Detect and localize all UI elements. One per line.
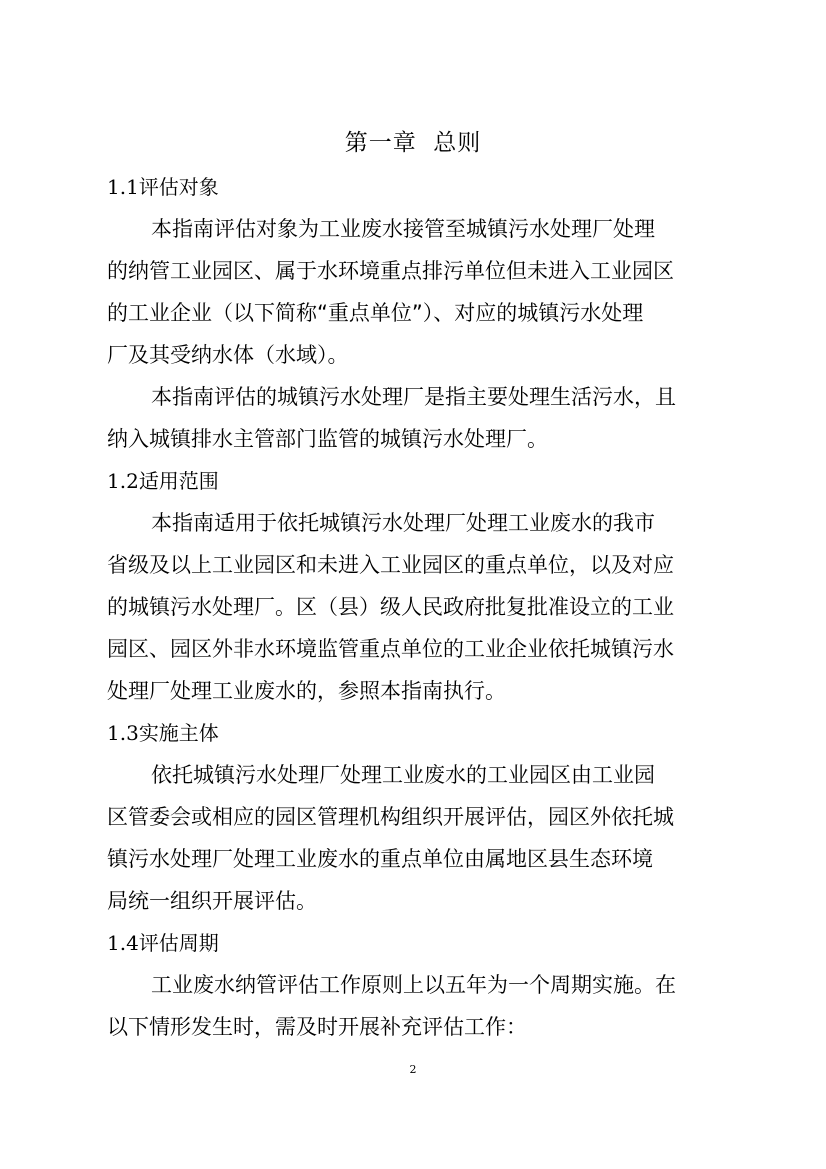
paragraph-line: 处理厂处理工业废水的，参照本指南执行。 [107, 679, 506, 703]
paragraph-line: 以下情形发生时，需及时开展补充评估工作： [107, 1015, 527, 1039]
paragraph-line: 局统一组织开展评估。 [107, 889, 317, 913]
paragraph-line: 的城镇污水处理厂。区（县）级人民政府批复批准设立的工业 [107, 595, 674, 619]
section-heading [107, 460, 719, 502]
paragraph-line: 本指南评估的城镇污水处理厂是指主要处理生活污水，且 [151, 385, 676, 409]
section-heading [107, 712, 719, 754]
section-heading [107, 166, 719, 208]
paragraph-line: 省级及以上工业园区和未进入工业园区的重点单位，以及对应 [107, 553, 674, 577]
paragraph-line: 的纳管工业园区、属于水环境重点排污单位但未进入工业园区 [107, 259, 674, 283]
section-title: 评估周期 [138, 931, 219, 955]
paragraph-line: 本指南适用于依托城镇污水处理厂处理工业废水的我市 [151, 511, 655, 535]
paragraph-line: 工业废水纳管评估工作原则上以五年为一个周期实施。在 [151, 973, 676, 997]
paragraph-line: 的工业企业（以下简称“重点单位”）、对应的城镇污水处理 [107, 301, 644, 325]
paragraph-line: 纳入城镇排水主管部门监管的城镇污水处理厂。 [107, 427, 548, 451]
body-paragraph [107, 754, 719, 922]
page-number: 2 [409, 1063, 417, 1076]
paragraph-line: 厂及其受纳水体（水域）。 [107, 343, 349, 367]
chapter-title: 第一章 总则 [344, 130, 482, 156]
body-paragraph [107, 964, 719, 1048]
section-heading [107, 922, 719, 964]
section-number: 1.1 [107, 175, 139, 199]
section-number: 1.4 [107, 931, 139, 955]
document-body [107, 120, 719, 1048]
section-number: 1.2 [107, 469, 139, 493]
sections-container [107, 166, 719, 1048]
section-title: 适用范围 [138, 469, 219, 493]
body-paragraph [107, 502, 719, 712]
paragraph-line: 镇污水处理厂处理工业废水的重点单位由属地区县生态环境 [107, 847, 653, 871]
section-title: 评估对象 [138, 175, 219, 199]
section-title: 实施主体 [138, 721, 219, 745]
paragraph-line: 依托城镇污水处理厂处理工业废水的工业园区由工业园 [151, 763, 655, 787]
paragraph-line: 区管委会或相应的园区管理机构组织开展评估，园区外依托城 [107, 805, 674, 829]
paragraph-line: 园区、园区外非水环境监管重点单位的工业企业依托城镇污水 [107, 637, 674, 661]
paragraph-line: 本指南评估对象为工业废水接管至城镇污水处理厂处理 [151, 217, 655, 241]
body-paragraph [107, 208, 719, 376]
body-paragraph [107, 376, 719, 460]
section-number: 1.3 [107, 721, 139, 745]
